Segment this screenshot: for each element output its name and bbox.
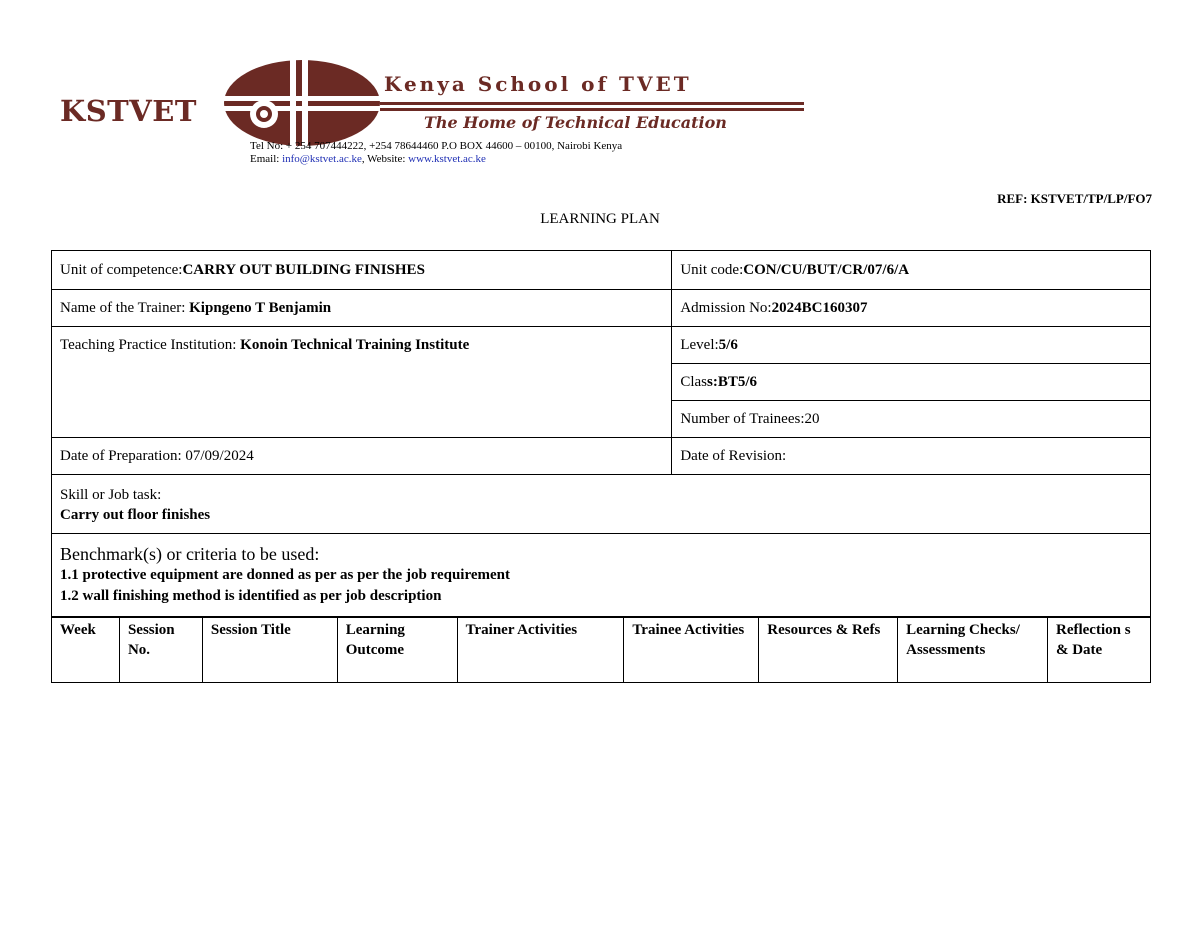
column-header-session-title: Session Title bbox=[202, 618, 337, 683]
header-rule bbox=[380, 102, 804, 105]
contact-line: Tel No: + 254 707444222, +254 78644460 P.O BOX 44600 – 00100, Nairobi Kenya bbox=[250, 140, 623, 152]
benchmark-item: 1.2 wall finishing method is identified as per job description bbox=[60, 588, 442, 604]
class-cell: Class:BT5/6 bbox=[672, 364, 1151, 401]
admission-no-cell: Admission No:2024BC160307 bbox=[672, 290, 1151, 327]
skill-task-label: Skill or Job task: bbox=[60, 487, 162, 503]
class-value: s:BT5/6 bbox=[707, 373, 758, 390]
trainees-cell: Number of Trainees:20 bbox=[672, 401, 1151, 438]
column-header-trainee-activities: Trainee Activities bbox=[624, 618, 759, 683]
level-value: 5/6 bbox=[718, 336, 738, 353]
unit-of-competence-value: CARRY OUT BUILDING FINISHES bbox=[182, 261, 425, 278]
school-name: Kenya School of TVET bbox=[384, 72, 692, 96]
letterhead bbox=[60, 58, 820, 168]
column-header-week: Week bbox=[52, 618, 120, 683]
session-table-header bbox=[51, 617, 1151, 683]
date-of-preparation-cell: Date of Preparation: 07/09/2024 bbox=[52, 438, 672, 475]
trainer-name-cell: Name of the Trainer: Kipngeno T Benjamin bbox=[52, 290, 672, 327]
header-rule bbox=[380, 108, 804, 111]
learning-plan-form bbox=[51, 250, 1151, 617]
website-link[interactable]: www.kstvet.ac.ke bbox=[408, 153, 486, 165]
skill-task-value: Carry out floor finishes bbox=[60, 507, 211, 523]
trainer-name-value: Kipngeno T Benjamin bbox=[189, 299, 332, 316]
column-header-learning-checks: Learning Checks/ Assessments bbox=[898, 618, 1048, 683]
unit-code-value: CON/CU/BUT/CR/07/6/A bbox=[743, 261, 910, 278]
reference-number: REF: KSTVET/TP/LP/FO7 bbox=[997, 191, 1152, 206]
benchmark-cell bbox=[52, 534, 1151, 617]
column-header-session-no: Session No. bbox=[119, 618, 202, 683]
email-label: Email: bbox=[250, 153, 283, 165]
brand-short: KSTVET bbox=[60, 94, 197, 128]
column-header-reflections-date: Reflection s & Date bbox=[1047, 618, 1150, 683]
admission-no-value: 2024BC160307 bbox=[771, 299, 868, 316]
unit-of-competence-cell: Unit of competence:CARRY OUT BUILDING FINISHES bbox=[52, 251, 672, 290]
date-of-revision-cell: Date of Revision: bbox=[672, 438, 1151, 475]
institution-value: Konoin Technical Training Institute bbox=[240, 337, 470, 353]
date-of-preparation-value: 07/09/2024 bbox=[185, 447, 254, 464]
skill-task-cell bbox=[52, 475, 1151, 534]
email-line bbox=[250, 153, 486, 165]
benchmark-label: Benchmark(s) or criteria to be used: bbox=[60, 544, 320, 564]
column-header-learning-outcome: Learning Outcome bbox=[337, 618, 457, 683]
column-header-resources-refs: Resources & Refs bbox=[759, 618, 898, 683]
institution-cell: Teaching Practice Institution: Konoin Technical Training Institute bbox=[52, 327, 672, 438]
email-link[interactable]: info@kstvet.ac.ke bbox=[282, 153, 362, 165]
column-header-trainer-activities: Trainer Activities bbox=[457, 618, 624, 683]
website-label: , Website: bbox=[361, 153, 409, 165]
school-tagline: The Home of Technical Education bbox=[424, 113, 727, 132]
level-cell: Level:5/6 bbox=[672, 327, 1151, 364]
page-title: LEARNING PLAN bbox=[540, 211, 660, 227]
trainees-value: 20 bbox=[804, 410, 820, 427]
unit-code-cell: Unit code:CON/CU/BUT/CR/07/6/A bbox=[672, 251, 1151, 290]
benchmark-item: 1.1 protective equipment are donned as per as per the job requirement bbox=[60, 567, 510, 583]
